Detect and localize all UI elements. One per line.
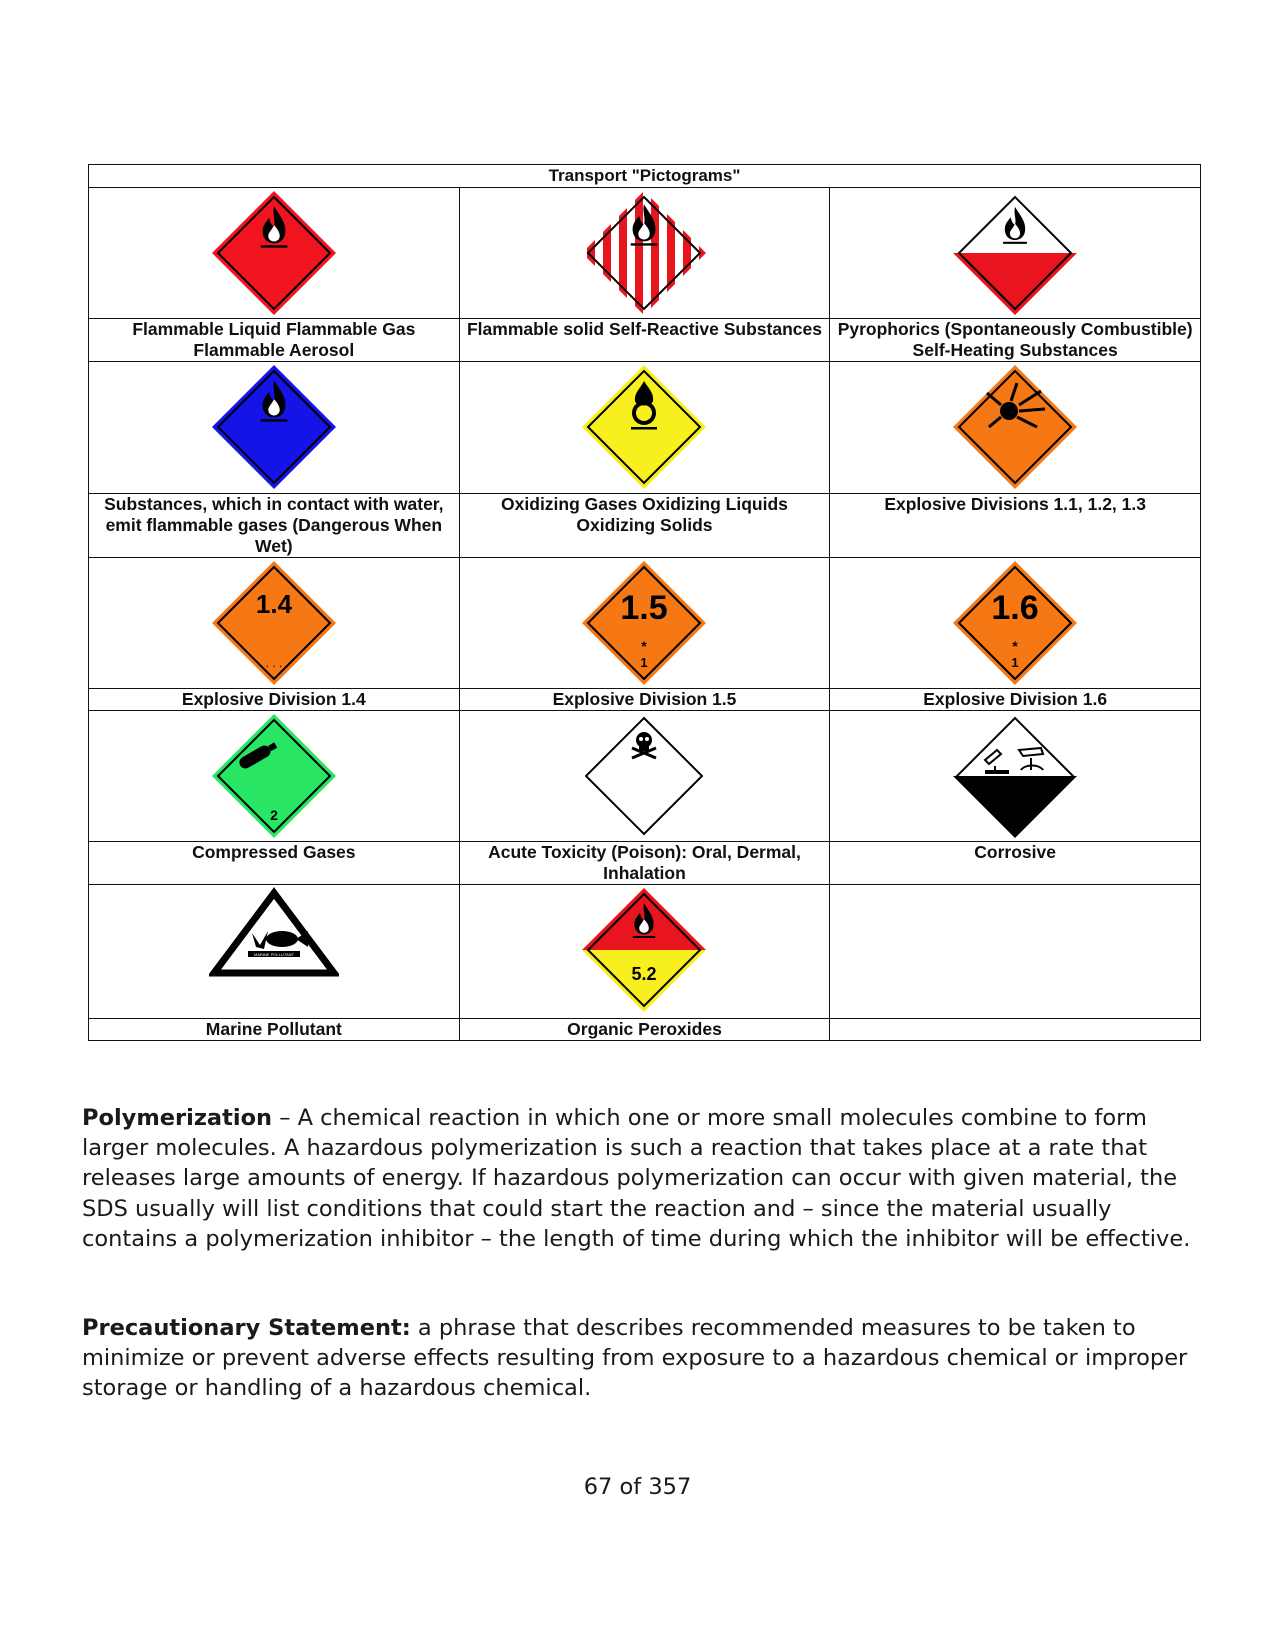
pyrophoric-pictogram bbox=[950, 188, 1080, 318]
pictogram-label: Organic Peroxides bbox=[459, 1019, 830, 1041]
pictogram-label: Oxidizing Gases Oxidizing Liquids Oxidizing Solids bbox=[459, 494, 830, 558]
svg-text:1: 1 bbox=[1011, 655, 1019, 670]
svg-text:*: * bbox=[1012, 638, 1018, 654]
marine-pollutant-pictogram bbox=[209, 885, 339, 985]
page-number: 67 of 357 bbox=[583, 1474, 692, 1500]
pictogram-label bbox=[830, 1019, 1201, 1041]
pictogram-label: Explosive Divisions 1.1, 1.2, 1.3 bbox=[830, 494, 1201, 558]
marine-pollutant-text: MARINE POLLUTANT bbox=[253, 952, 294, 957]
pictogram-cell bbox=[89, 558, 460, 689]
svg-text:. . .: . . . bbox=[265, 656, 283, 670]
division-number: 1.5 bbox=[620, 589, 669, 627]
poison-pictogram bbox=[579, 711, 709, 841]
division-number: 5.2 bbox=[631, 964, 657, 984]
pictogram-label: Explosive Division 1.6 bbox=[830, 689, 1201, 711]
compressed-gas-pictogram bbox=[209, 711, 339, 841]
polymerization-term: Polymerization bbox=[82, 1105, 273, 1131]
polymerization-text: – A chemical reaction in which one or more small molecules combine to form larger molecules. A hazardous polymerization is such a reaction that takes place at a rate that releases large amounts of energy. If hazardous polymerization can occur with given material, the SDS usually will list conditions that could start the reaction and – since the material usually contains a polymerization inhibitor – the length of time during which the inhibitor will be effective. bbox=[82, 1105, 1191, 1252]
pictogram-cell bbox=[89, 362, 460, 494]
flammable-pictogram bbox=[209, 188, 339, 318]
pictogram-cell bbox=[459, 188, 830, 319]
division-number: 1.6 bbox=[991, 589, 1039, 627]
pictogram-label: Flammable solid Self-Reactive Substances bbox=[459, 319, 830, 362]
organic-peroxide-pictogram bbox=[579, 885, 709, 1015]
pictogram-label: Flammable Liquid Flammable Gas Flammable Aerosol bbox=[89, 319, 460, 362]
pictogram-label: Marine Pollutant bbox=[89, 1019, 460, 1041]
precautionary-text: a phrase that describes recommended measures to be taken to minimize or prevent adverse effects resulting from exposure to a hazardous chemical or improper storage or handling of a hazardous chemical. bbox=[82, 1315, 1188, 1402]
pictogram-cell bbox=[459, 558, 830, 689]
oxidizer-pictogram bbox=[579, 362, 709, 492]
svg-text:1: 1 bbox=[640, 655, 649, 670]
transport-pictograms-table bbox=[88, 164, 1201, 1041]
corrosive-pictogram bbox=[950, 711, 1080, 841]
division-number: 1.4 bbox=[255, 589, 292, 619]
pictogram-label: Acute Toxicity (Poison): Oral, Dermal, Inhalation bbox=[459, 842, 830, 885]
flammable-solid-pictogram bbox=[579, 188, 709, 318]
explosive-1-4-pictogram bbox=[209, 558, 339, 688]
pictogram-cell bbox=[459, 711, 830, 842]
explosive-bomb-pictogram bbox=[950, 362, 1080, 492]
pictogram-cell bbox=[459, 362, 830, 494]
precautionary-definition bbox=[82, 1313, 1197, 1404]
class-number: 2 bbox=[269, 807, 278, 823]
explosive-1-5-pictogram bbox=[579, 558, 709, 688]
pictogram-cell bbox=[89, 711, 460, 842]
pictogram-label: Pyrophorics (Spontaneously Combustible) Self-Heating Substances bbox=[830, 319, 1201, 362]
pictogram-cell bbox=[459, 885, 830, 1019]
pictogram-label: Explosive Division 1.4 bbox=[89, 689, 460, 711]
pictogram-cell bbox=[830, 362, 1201, 494]
pictogram-label: Corrosive bbox=[830, 842, 1201, 885]
pictogram-cell bbox=[89, 885, 460, 1019]
dangerous-when-wet-pictogram bbox=[209, 362, 339, 492]
svg-text:*: * bbox=[641, 638, 648, 654]
table-title: Transport "Pictograms" bbox=[89, 165, 1201, 188]
pictogram-label: Explosive Division 1.5 bbox=[459, 689, 830, 711]
polymerization-definition bbox=[82, 1103, 1197, 1254]
pictogram-cell bbox=[830, 558, 1201, 689]
pictogram-cell bbox=[830, 188, 1201, 319]
pictogram-label: Compressed Gases bbox=[89, 842, 460, 885]
pictogram-label: Substances, which in contact with water, emit flammable gases (Dangerous When Wet) bbox=[89, 494, 460, 558]
precautionary-term: Precautionary Statement: bbox=[82, 1315, 411, 1341]
pictogram-cell bbox=[830, 711, 1201, 842]
pictogram-cell bbox=[89, 188, 460, 319]
explosive-1-6-pictogram bbox=[950, 558, 1080, 688]
empty-cell bbox=[830, 885, 1201, 1019]
